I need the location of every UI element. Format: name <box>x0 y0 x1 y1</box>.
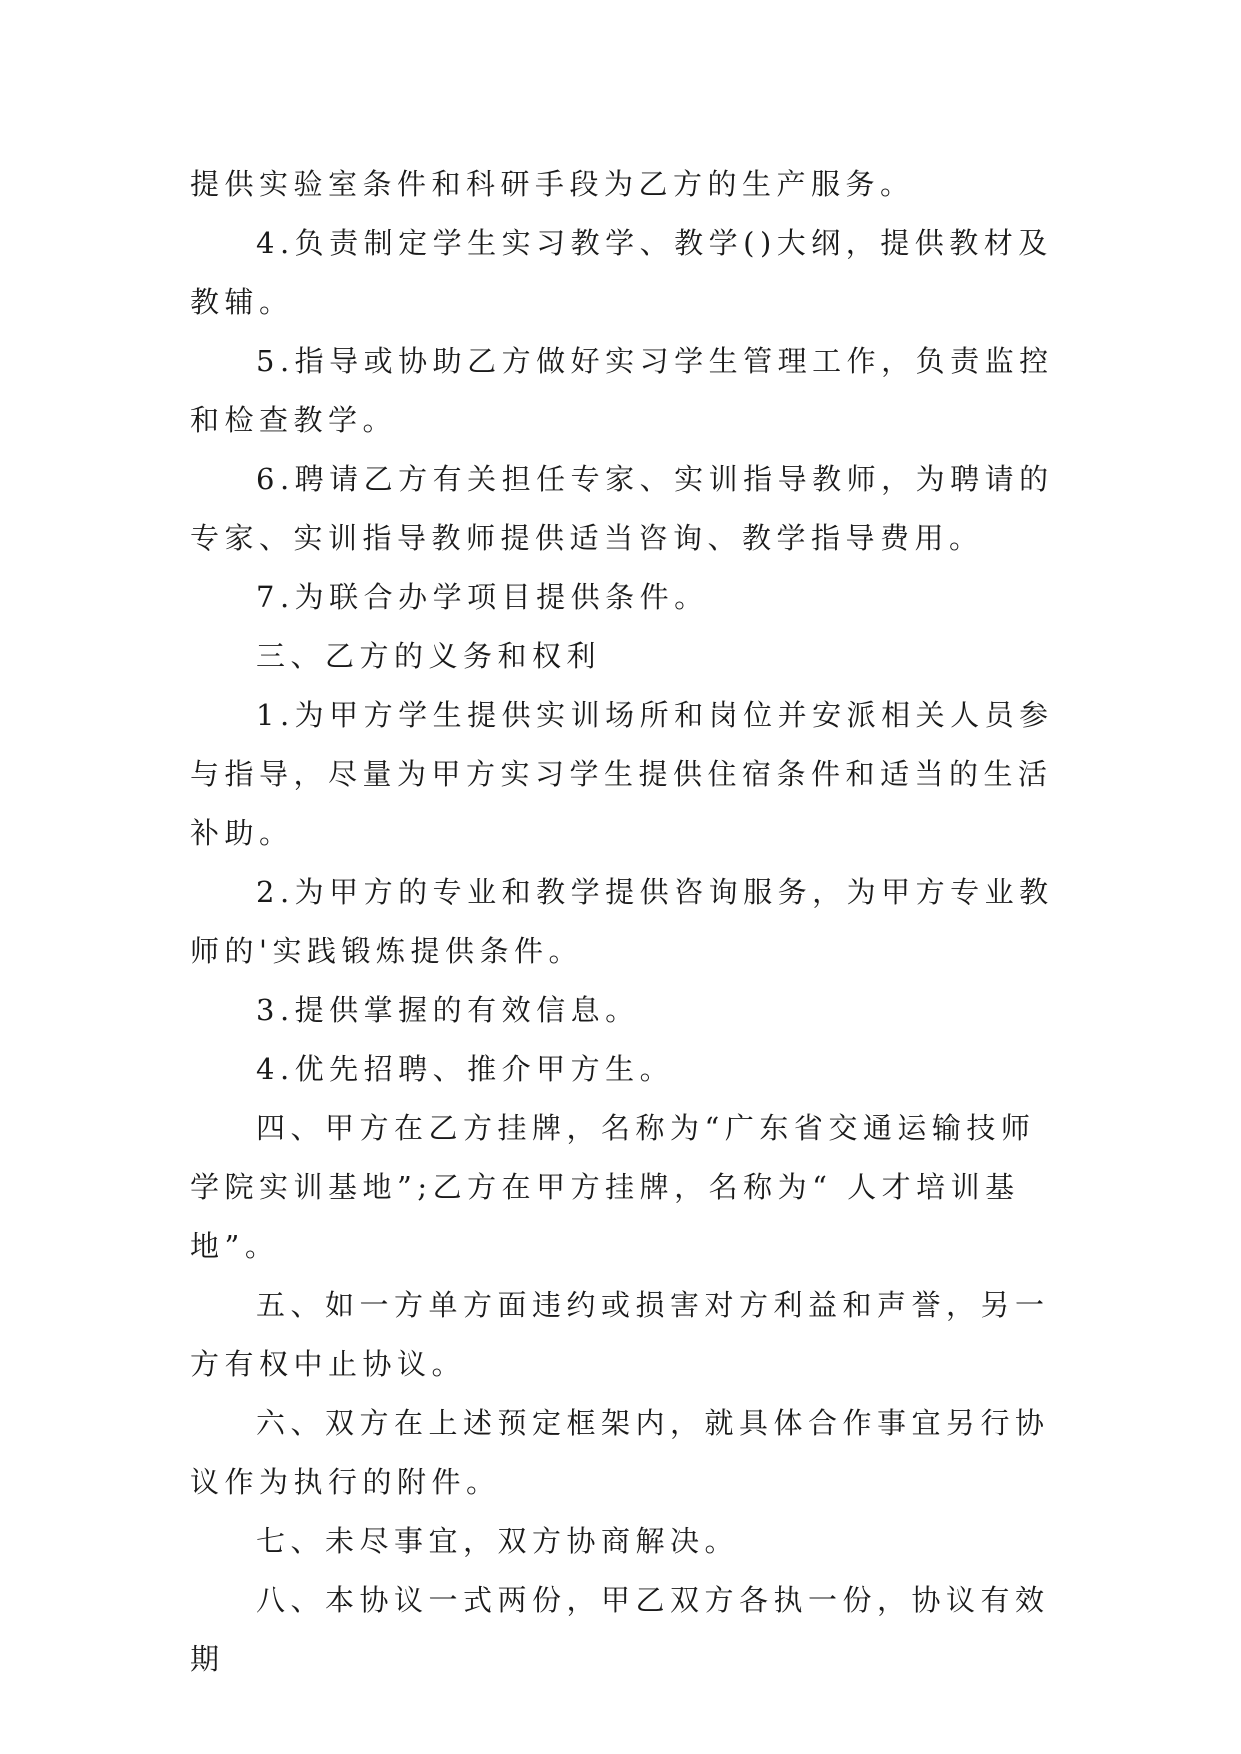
paragraph-7: 1.为甲方学生提供实训场所和岗位并安派相关人员参与指导，尽量为甲方实习学生提供住宿条件和适当的生活补助。 <box>190 698 1054 850</box>
paragraph-4: 6.聘请乙方有关担任专家、实训指导教师，为聘请的专家、实训指导教师提供适当咨询、教学指导费用。 <box>190 462 1054 555</box>
paragraph-2: 4.负责制定学生实习教学、教学()大纲，提供教材及教辅。 <box>190 226 1053 319</box>
paragraph-3: 5.指导或协助乙方做好实习学生管理工作，负责监控和检查教学。 <box>190 344 1054 437</box>
clause-4: 四、甲方在乙方挂牌，名称为“广东省交通运输技师学院实训基地”;乙方在甲方挂牌，名称为“ 人才培训基地”。 <box>190 1111 1036 1263</box>
clause-6: 六、双方在上述预定框架内，就具体合作事宜另行协议作为执行的附件。 <box>190 1406 1050 1499</box>
clause-8: 八、本协议一式两份，甲乙双方各执一份，协议有效期 <box>190 1583 1050 1676</box>
clause-5: 五、如一方单方面违约或损害对方利益和声誉，另一方有权中止协议。 <box>190 1288 1050 1381</box>
section-heading-3: 三、乙方的义务和权利 <box>256 639 602 673</box>
paragraph-1: 提供实验室条件和科研手段为乙方的生产服务。 <box>190 167 915 201</box>
document-body <box>190 155 1060 1689</box>
paragraph-8: 2.为甲方的专业和教学提供咨询服务，为甲方专业教师的'实践锻炼提供条件。 <box>190 875 1054 968</box>
clause-7: 七、未尽事宜，双方协商解决。 <box>256 1524 740 1558</box>
paragraph-5: 7.为联合办学项目提供条件。 <box>256 580 709 614</box>
paragraph-9: 3.提供掌握的有效信息。 <box>256 993 640 1027</box>
paragraph-10: 4.优先招聘、推介甲方生。 <box>256 1052 675 1086</box>
